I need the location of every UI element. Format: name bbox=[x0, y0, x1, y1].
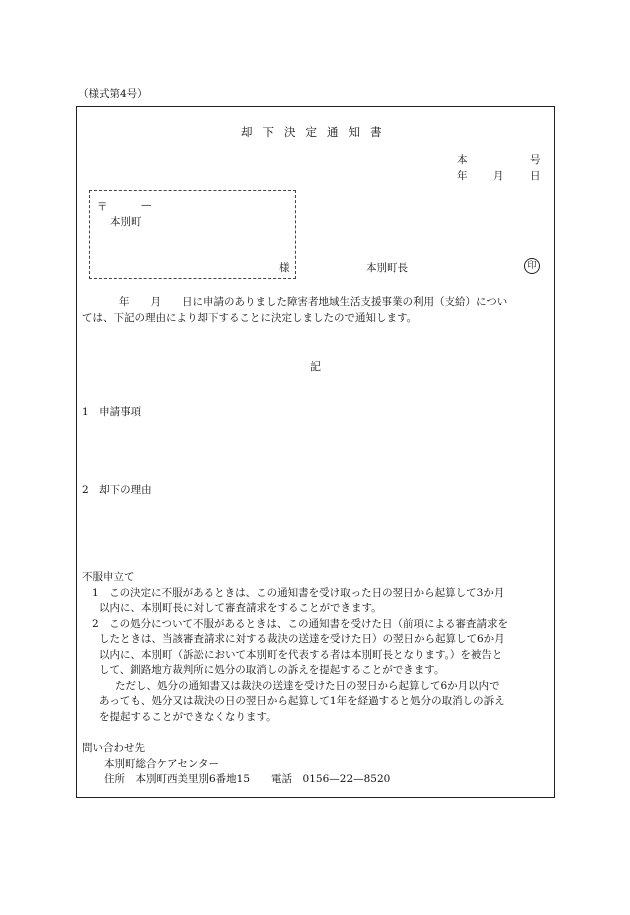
appeal-heading: 不服申立て bbox=[82, 571, 135, 583]
issuer-name: 本別町長 bbox=[366, 262, 408, 274]
appeal-p3-line1: ただし、処分の通知書又は裁決の送達を受けた日の翌日から起算して6か月以内で bbox=[115, 679, 500, 692]
item-rejection-reason: 2 却下の理由 bbox=[82, 484, 152, 496]
number-hon: 本 bbox=[457, 154, 468, 166]
form-number: （様式第4号） bbox=[78, 88, 148, 100]
notice-line-1: 年 月 日に申請のありました障害者地域生活支援事業の利用（支給）につい bbox=[119, 296, 508, 308]
appeal-p1-line2: 以内に、本別町長に対して審査請求をすることができます。 bbox=[99, 602, 382, 614]
number-go: 号 bbox=[530, 154, 541, 166]
appeal-section bbox=[82, 570, 552, 725]
date-day: 日 bbox=[530, 170, 541, 182]
contact-address: 住所 本別町西美里別6番地15 電話 0156—22—8520 bbox=[104, 773, 391, 785]
seal-stamp: 印 bbox=[524, 258, 540, 274]
appeal-p3-line3: を提起することができなくなります。 bbox=[99, 710, 277, 723]
ki-heading: 記 bbox=[310, 360, 321, 373]
appeal-p2-line1: 2 この処分について不服があるときは、この通知書を受けた日（前項による審査請求を bbox=[92, 617, 508, 630]
postal-mark: 〒 bbox=[97, 201, 108, 213]
notice-body bbox=[82, 294, 552, 326]
contact-org: 本別町総合ケアセンター bbox=[104, 757, 219, 770]
address-box bbox=[89, 190, 296, 279]
recipient-town: 本別町 bbox=[110, 216, 142, 228]
notice-line-2: ては、下記の理由により却下することに決定しましたので通知します。 bbox=[82, 312, 418, 324]
document-title: 却下決定通知書 bbox=[241, 125, 392, 139]
item-application: 1 申請事項 bbox=[82, 406, 142, 418]
appeal-p2-line4: して、釧路地方裁判所に処分の取消しの訴えを提起することができます。 bbox=[99, 664, 445, 676]
postal-code-line bbox=[97, 199, 152, 214]
appeal-p3-line2: あっても、処分又は裁決の日の翌日から起算して1年を経過すると処分の取消しの訴え bbox=[99, 695, 505, 707]
appeal-p1-line1: 1 この決定に不服があるときは、この通知書を受け取った日の翌日から起算して3か月 bbox=[92, 586, 505, 599]
contact-heading: 問い合わせ先 bbox=[82, 742, 145, 754]
date-year: 年 bbox=[457, 170, 468, 182]
contact-section bbox=[82, 741, 390, 788]
date-month: 月 bbox=[493, 170, 504, 182]
recipient-honorific: 様 bbox=[279, 262, 290, 274]
appeal-p2-line3: 以内に、本別町（訴訟において本別町を代表する者は本別町長となります。）を被告と bbox=[99, 648, 503, 661]
postal-dash: — bbox=[141, 199, 152, 211]
appeal-p2-line2: したときは、当該審査請求に対する裁決の送達を受けた日）の翌日から起算して6か月 bbox=[99, 633, 505, 645]
